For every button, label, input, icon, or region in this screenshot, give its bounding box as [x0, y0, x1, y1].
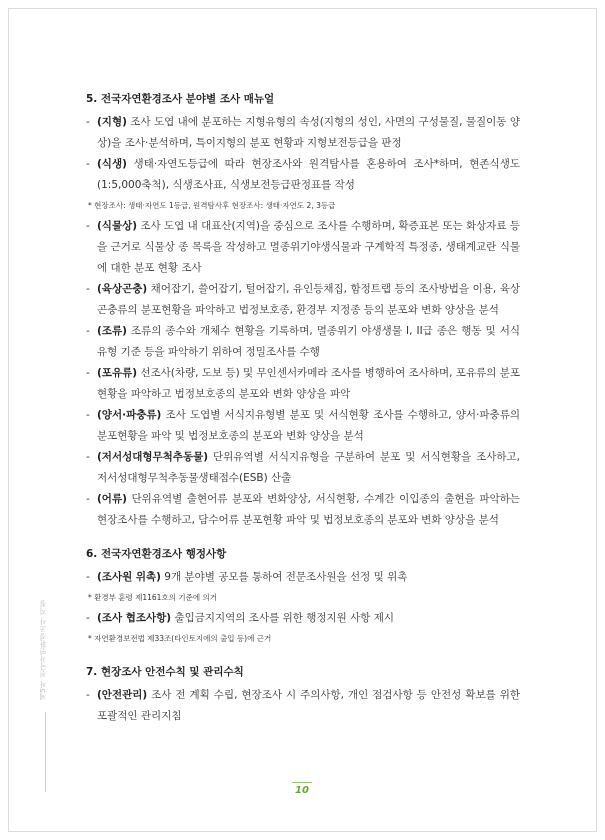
item-text: 출입금지지역의 조사를 위한 행정지원 사항 제시	[171, 612, 395, 624]
bullet-dash: -	[86, 283, 90, 295]
item-label: (양서·파충류)	[97, 409, 162, 421]
section-title: 6. 전국자연환경조사 행정사항	[86, 548, 227, 560]
footnote: * 현장조사: 생태·자연도 1등급, 원격탐사후 현장조사: 생태·자연도 2, 3등급	[88, 201, 336, 210]
item-text: 조류의 종수와 개체수 현황을 기록하며, 멸종위기 야생생물 I, II급 종은 행동 및 서식유형 기준 등을 파악하기 위하여 정밀조사를 수행	[97, 325, 520, 358]
bullet-item	[86, 608, 520, 629]
document-body	[86, 92, 520, 727]
item-text: 9개 분야별 공모를 통하여 전문조사원을 선정 및 위촉	[160, 571, 408, 583]
bullet-dash: -	[86, 689, 90, 701]
bullet-item	[86, 112, 520, 154]
bullet-dash: -	[86, 493, 90, 505]
side-divider	[45, 712, 46, 792]
item-label: (포유류)	[97, 367, 138, 379]
item-text: 생태·자연도등급에 따라 현장조사와 원격탐사를 혼용하여 조사*하며, 현존식생도(1:5,000축척), 식생조사표, 식생보전등급판정표를 작성	[97, 158, 520, 191]
bullet-dash: -	[86, 367, 90, 379]
item-label: (식생)	[97, 158, 127, 170]
item-text: 단위유역별 출현어류 분포와 변화양상, 서식현황, 수계간 이입종의 출현을 파악하는 현장조사를 수행하고, 담수어류 분포현황 파악 및 법정보호종의 분포와 변화 양상을 분석	[97, 493, 520, 526]
item-text: 조사 도엽 내 대표산(지역)을 중심으로 조사를 수행하며, 확증표본 또는 화상자료 등을 근거로 식물상 종 목록을 작성하고 멸종위기야생식물과 구계학적 특정종, 생태계교란 식물에 대한 분포 현황 조사	[97, 220, 520, 274]
section-title: 7. 현장조사 안전수칙 및 관리수칙	[86, 666, 244, 678]
item-text: 조사 도엽별 서식지유형별 분포 및 서식현황 조사를 수행하고, 양서·파충류의 분포현황을 파악 및 법정보호종의 분포와 변화 양상을 분석	[97, 409, 520, 442]
item-text: 조사 도엽 내에 분포하는 지형유형의 속성(지형의 성인, 사면의 구성물질, 물질이동 양상)을 조사·분석하며, 특이지형의 분포 현황과 지형보전등급을 판정	[97, 116, 520, 149]
bullet-dash: -	[86, 571, 90, 583]
bullet-item	[86, 321, 520, 363]
footnote: * 자연환경보전법 제33조(타인토지에의 출입 등)에 근거	[88, 634, 272, 643]
bullet-item	[86, 685, 520, 727]
bullet-dash: -	[86, 220, 90, 232]
item-label: (식물상)	[97, 220, 138, 232]
bullet-dash: -	[86, 612, 90, 624]
bullet-item	[86, 279, 520, 321]
bullet-dash: -	[86, 158, 90, 170]
bullet-dash: -	[86, 409, 90, 421]
section-gap	[86, 649, 520, 665]
page-number: 10	[295, 785, 309, 796]
bullet-item	[86, 489, 520, 531]
item-label: (안전관리)	[97, 689, 148, 701]
item-text: 선조사(차량, 도보 등) 및 무인센서카메라 조사를 병행하여 조사하며, 포유류의 분포현황을 파악하고 법정보호종의 분포와 변화 양상을 파악	[97, 367, 520, 400]
item-label: (육상곤충)	[97, 283, 148, 295]
item-label: (조류)	[97, 325, 127, 337]
bullet-item	[86, 405, 520, 447]
bullet-item	[86, 154, 520, 196]
section-title: 5. 전국자연환경조사 분야별 조사 매뉴얼	[86, 93, 275, 105]
section	[86, 547, 520, 645]
bullet-item	[86, 567, 520, 588]
item-label: (지형)	[97, 116, 127, 128]
side-running-title: 제5차 전국자연환경조사 지침	[39, 600, 47, 701]
section	[86, 92, 520, 531]
item-text: 단위유역별 서식지유형을 구분하여 분포 및 서식현황을 조사하고, 저서성대형무척추동물생태점수(ESB) 산출	[97, 451, 520, 484]
item-label: (조사 협조사항)	[97, 612, 172, 624]
item-label: (조사원 위촉)	[97, 571, 161, 583]
page-number-rule	[292, 782, 312, 783]
footnote: * 환경부 훈령 제1161호의 기준에 의거	[88, 593, 217, 602]
bullet-dash: -	[86, 325, 90, 337]
item-text: 조사 전 계획 수립, 현장조사 시 주의사항, 개인 점검사항 등 안전성 확보를 위한 포괄적인 관리지침	[97, 689, 520, 722]
bullet-item	[86, 216, 520, 279]
bullet-item	[86, 447, 520, 489]
item-text: 채어잡기, 쓸어잡기, 털어잡기, 유인등채집, 함정트랩 등의 조사방법을 이용, 육상곤충류의 분포현황을 파악하고 법정보호종, 환경부 지정종 등의 분포와 변화 양상을 분석	[97, 283, 520, 316]
section-gap	[86, 531, 520, 547]
bullet-item	[86, 363, 520, 405]
bullet-dash: -	[86, 116, 90, 128]
item-label: (어류)	[97, 493, 127, 505]
item-label: (저서성대형무척추동물)	[97, 451, 209, 463]
bullet-dash: -	[86, 451, 90, 463]
section	[86, 665, 520, 727]
